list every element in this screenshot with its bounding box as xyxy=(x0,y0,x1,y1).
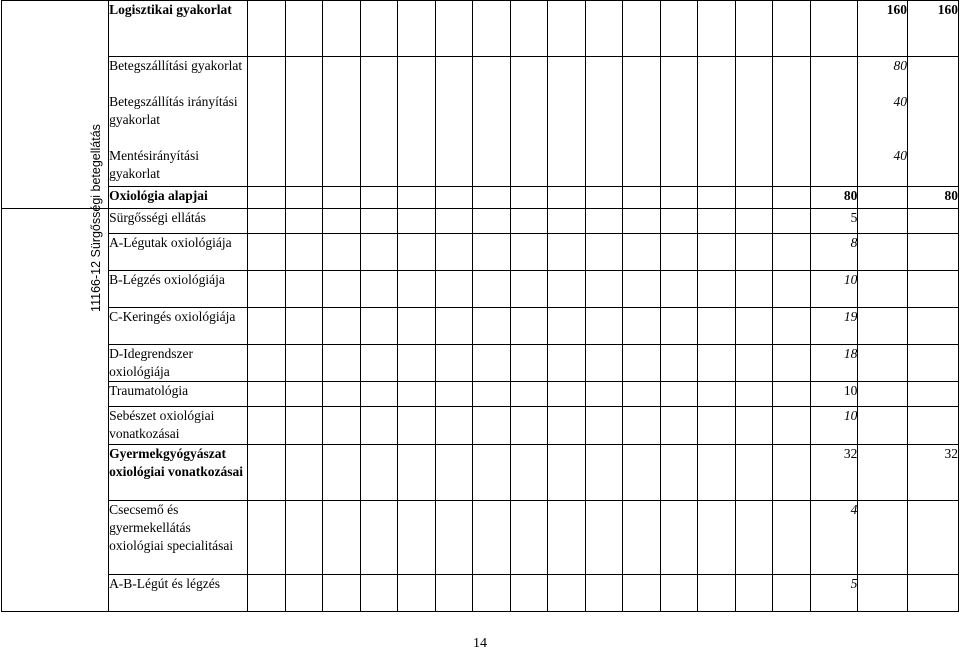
empty-cell xyxy=(248,234,286,271)
empty-cell xyxy=(360,187,398,209)
empty-cell xyxy=(473,187,511,209)
empty-cell xyxy=(510,345,548,382)
empty-cell xyxy=(858,209,908,234)
empty-cell xyxy=(473,501,511,575)
empty-cell xyxy=(585,308,623,345)
empty-cell xyxy=(858,345,908,382)
empty-cell xyxy=(285,501,323,575)
empty-cell xyxy=(585,445,623,501)
empty-cell xyxy=(435,57,473,187)
empty-cell xyxy=(248,271,286,308)
empty-cell xyxy=(773,575,811,612)
empty-cell xyxy=(623,234,661,271)
table-row xyxy=(2,445,959,501)
empty-cell xyxy=(323,234,361,271)
empty-cell xyxy=(323,308,361,345)
empty-cell xyxy=(323,57,361,187)
empty-cell xyxy=(323,345,361,382)
empty-cell xyxy=(435,407,473,445)
empty-cell xyxy=(360,407,398,445)
empty-cell xyxy=(623,382,661,407)
empty-cell xyxy=(735,271,773,308)
empty-cell xyxy=(548,209,586,234)
row-value: 19 xyxy=(810,308,857,345)
row-name: Betegszállítási gyakorlat xyxy=(109,58,243,73)
empty-cell xyxy=(510,382,548,407)
empty-cell xyxy=(473,345,511,382)
empty-cell xyxy=(735,234,773,271)
empty-cell xyxy=(907,308,958,345)
empty-cell xyxy=(548,57,586,187)
empty-cell xyxy=(698,271,736,308)
empty-cell xyxy=(398,209,436,234)
row-name: Csecsemő és gyermekellátás oxiológiai specialitásai xyxy=(109,501,248,575)
empty-cell xyxy=(323,445,361,501)
empty-cell xyxy=(435,1,473,57)
empty-cell xyxy=(435,345,473,382)
empty-cell xyxy=(510,271,548,308)
empty-cell xyxy=(585,407,623,445)
empty-cell xyxy=(698,308,736,345)
row-name: A-B-Légút és légzés xyxy=(109,575,248,612)
empty-cell xyxy=(773,407,811,445)
empty-cell xyxy=(510,308,548,345)
empty-cell xyxy=(623,187,661,209)
row-value: 5 xyxy=(810,575,857,612)
empty-cell xyxy=(510,1,548,57)
empty-cell xyxy=(858,187,908,209)
empty-cell xyxy=(735,382,773,407)
empty-cell xyxy=(735,501,773,575)
empty-cell xyxy=(907,407,958,445)
empty-cell xyxy=(907,271,958,308)
table-row xyxy=(2,187,959,209)
module-side-label: 11166-12 Sürgősségi betegellátás xyxy=(88,124,103,312)
empty-cell xyxy=(360,209,398,234)
empty-cell xyxy=(360,445,398,501)
empty-cell xyxy=(473,57,511,187)
empty-cell xyxy=(585,209,623,234)
empty-cell xyxy=(858,407,908,445)
empty-cell xyxy=(323,1,361,57)
empty-cell xyxy=(435,209,473,234)
empty-cell xyxy=(810,57,857,187)
empty-cell xyxy=(360,308,398,345)
empty-cell xyxy=(698,575,736,612)
table-row xyxy=(2,382,959,407)
empty-cell xyxy=(660,501,698,575)
empty-cell xyxy=(285,271,323,308)
empty-cell xyxy=(623,308,661,345)
empty-cell xyxy=(698,1,736,57)
empty-cell xyxy=(398,501,436,575)
empty-cell xyxy=(248,575,286,612)
empty-cell xyxy=(585,382,623,407)
empty-cell xyxy=(248,445,286,501)
empty-cell xyxy=(773,234,811,271)
empty-cell xyxy=(398,308,436,345)
empty-cell xyxy=(285,345,323,382)
empty-cell xyxy=(473,407,511,445)
empty-cell xyxy=(323,501,361,575)
empty-cell xyxy=(773,57,811,187)
empty-cell xyxy=(510,57,548,187)
table-row xyxy=(2,209,959,234)
empty-cell xyxy=(698,445,736,501)
empty-cell xyxy=(285,1,323,57)
empty-cell xyxy=(248,382,286,407)
empty-cell xyxy=(623,57,661,187)
empty-cell xyxy=(773,501,811,575)
empty-cell xyxy=(735,445,773,501)
empty-cell xyxy=(435,271,473,308)
empty-cell xyxy=(735,209,773,234)
empty-cell xyxy=(660,1,698,57)
empty-cell xyxy=(858,271,908,308)
empty-cell xyxy=(323,382,361,407)
empty-cell xyxy=(285,382,323,407)
row-name-group xyxy=(109,57,248,187)
empty-cell xyxy=(735,575,773,612)
row-value-group xyxy=(858,57,908,187)
empty-cell xyxy=(248,308,286,345)
empty-cell xyxy=(698,382,736,407)
empty-cell xyxy=(858,234,908,271)
empty-cell xyxy=(473,271,511,308)
empty-cell xyxy=(907,345,958,382)
empty-cell xyxy=(360,57,398,187)
empty-cell xyxy=(435,445,473,501)
empty-cell xyxy=(773,187,811,209)
row-name: Oxiológia alapjai xyxy=(109,187,248,209)
empty-cell xyxy=(398,575,436,612)
empty-cell xyxy=(623,209,661,234)
empty-cell xyxy=(585,234,623,271)
row-value: 40 xyxy=(893,148,907,163)
empty-cell xyxy=(810,1,857,57)
empty-cell xyxy=(735,407,773,445)
empty-cell xyxy=(773,345,811,382)
empty-cell xyxy=(735,187,773,209)
empty-cell xyxy=(248,345,286,382)
empty-cell xyxy=(623,407,661,445)
empty-cell xyxy=(248,57,286,187)
row-value-b: 160 xyxy=(907,1,958,57)
empty-cell xyxy=(548,308,586,345)
empty-cell xyxy=(398,1,436,57)
empty-cell xyxy=(858,501,908,575)
row-value: 40 xyxy=(893,94,907,109)
empty-cell xyxy=(473,445,511,501)
empty-cell xyxy=(473,1,511,57)
empty-cell xyxy=(660,271,698,308)
row-value: 4 xyxy=(810,501,857,575)
empty-cell xyxy=(660,382,698,407)
row-name: Logisztikai gyakorlat xyxy=(109,1,248,57)
empty-cell xyxy=(510,445,548,501)
empty-cell xyxy=(473,382,511,407)
empty-cell xyxy=(360,1,398,57)
empty-cell xyxy=(548,501,586,575)
table-row xyxy=(2,234,959,271)
empty-cell xyxy=(285,308,323,345)
empty-cell xyxy=(623,575,661,612)
empty-cell xyxy=(473,209,511,234)
empty-cell xyxy=(323,407,361,445)
empty-cell xyxy=(360,271,398,308)
empty-cell xyxy=(398,345,436,382)
empty-cell xyxy=(907,382,958,407)
empty-cell xyxy=(773,382,811,407)
empty-cell xyxy=(773,308,811,345)
row-name: Mentésirányítási gyakorlat xyxy=(109,148,200,181)
empty-cell xyxy=(623,345,661,382)
empty-cell xyxy=(435,187,473,209)
empty-cell xyxy=(285,57,323,187)
row-value: 8 xyxy=(810,234,857,271)
row-value-b: 80 xyxy=(907,187,958,209)
empty-cell xyxy=(398,382,436,407)
empty-cell xyxy=(323,271,361,308)
empty-cell xyxy=(623,1,661,57)
row-name: Sürgősségi ellátás xyxy=(109,209,248,234)
table-row xyxy=(2,407,959,445)
empty-cell xyxy=(360,501,398,575)
empty-cell xyxy=(660,345,698,382)
empty-cell xyxy=(858,308,908,345)
empty-cell xyxy=(585,271,623,308)
empty-cell xyxy=(773,271,811,308)
empty-cell xyxy=(435,234,473,271)
empty-cell xyxy=(585,57,623,187)
empty-cell xyxy=(585,345,623,382)
empty-cell xyxy=(360,234,398,271)
empty-cell xyxy=(585,187,623,209)
table-row xyxy=(2,57,959,187)
empty-cell xyxy=(435,308,473,345)
empty-cell xyxy=(398,407,436,445)
empty-cell xyxy=(398,57,436,187)
empty-cell xyxy=(907,57,958,187)
empty-cell xyxy=(435,575,473,612)
row-name: B-Légzés oxiológiája xyxy=(109,271,248,308)
empty-cell xyxy=(473,234,511,271)
empty-cell xyxy=(398,271,436,308)
empty-cell xyxy=(285,407,323,445)
empty-cell xyxy=(548,234,586,271)
empty-cell xyxy=(248,187,286,209)
table-row xyxy=(2,575,959,612)
empty-cell xyxy=(623,445,661,501)
empty-cell xyxy=(660,187,698,209)
table-row xyxy=(2,345,959,382)
empty-cell xyxy=(548,445,586,501)
empty-cell xyxy=(435,501,473,575)
row-value-a: 160 xyxy=(858,1,908,57)
empty-cell xyxy=(285,209,323,234)
empty-cell xyxy=(660,57,698,187)
empty-cell xyxy=(510,187,548,209)
empty-cell xyxy=(907,501,958,575)
row-value: 10 xyxy=(810,382,857,407)
page-number: 14 xyxy=(473,636,487,651)
empty-cell xyxy=(698,501,736,575)
empty-cell xyxy=(548,271,586,308)
empty-cell xyxy=(907,209,958,234)
row-value: 10 xyxy=(810,271,857,308)
empty-cell xyxy=(398,445,436,501)
empty-cell xyxy=(735,308,773,345)
empty-cell xyxy=(773,209,811,234)
empty-cell xyxy=(660,209,698,234)
row-value: 32 xyxy=(810,445,857,501)
empty-cell xyxy=(698,407,736,445)
row-value: 5 xyxy=(810,209,857,234)
empty-cell xyxy=(585,575,623,612)
empty-cell xyxy=(735,57,773,187)
empty-cell xyxy=(473,575,511,612)
empty-cell xyxy=(858,575,908,612)
row-value-b: 32 xyxy=(907,445,958,501)
table-row xyxy=(2,1,959,57)
empty-cell xyxy=(548,345,586,382)
empty-cell xyxy=(548,382,586,407)
empty-cell xyxy=(285,234,323,271)
empty-cell xyxy=(510,501,548,575)
row-value: 10 xyxy=(810,407,857,445)
empty-cell xyxy=(660,308,698,345)
module-side-cell xyxy=(2,124,109,612)
empty-cell xyxy=(735,1,773,57)
empty-cell xyxy=(510,575,548,612)
row-name: Betegszállítás irányítási gyakorlat xyxy=(109,94,238,127)
empty-cell xyxy=(248,1,286,57)
empty-cell xyxy=(735,345,773,382)
empty-cell xyxy=(323,575,361,612)
empty-cell xyxy=(285,445,323,501)
row-name: D-Idegrendszer oxiológiája xyxy=(109,345,248,382)
empty-cell xyxy=(858,445,908,501)
empty-cell xyxy=(698,187,736,209)
empty-cell xyxy=(248,407,286,445)
empty-cell xyxy=(907,575,958,612)
table-row xyxy=(2,308,959,345)
row-name: Traumatológia xyxy=(109,382,248,407)
row-name: Gyermekgyógyászat oxiológiai vonatkozásai xyxy=(109,445,248,501)
empty-cell xyxy=(510,234,548,271)
row-name: A-Légutak oxiológiája xyxy=(109,234,248,271)
empty-cell xyxy=(858,382,908,407)
empty-cell xyxy=(907,234,958,271)
empty-cell xyxy=(660,407,698,445)
empty-cell xyxy=(548,407,586,445)
empty-cell xyxy=(773,445,811,501)
empty-cell xyxy=(548,187,586,209)
empty-cell xyxy=(548,1,586,57)
row-value: 80 xyxy=(893,58,907,73)
empty-cell xyxy=(248,501,286,575)
empty-cell xyxy=(698,57,736,187)
empty-cell xyxy=(285,575,323,612)
row-name: Sebészet oxiológiai vonatkozásai xyxy=(109,407,248,445)
table-row xyxy=(2,271,959,308)
row-name: C-Keringés oxiológiája xyxy=(109,308,248,345)
empty-cell xyxy=(398,234,436,271)
empty-cell xyxy=(623,501,661,575)
empty-cell xyxy=(285,187,323,209)
empty-cell xyxy=(698,209,736,234)
empty-cell xyxy=(510,209,548,234)
empty-cell xyxy=(548,575,586,612)
empty-cell xyxy=(360,382,398,407)
empty-cell xyxy=(435,382,473,407)
empty-cell xyxy=(660,575,698,612)
empty-cell xyxy=(510,407,548,445)
empty-cell xyxy=(473,308,511,345)
empty-cell xyxy=(323,187,361,209)
row-value-a: 80 xyxy=(810,187,857,209)
empty-cell xyxy=(585,501,623,575)
empty-cell xyxy=(248,209,286,234)
empty-cell xyxy=(360,575,398,612)
row-value: 18 xyxy=(810,345,857,382)
table-row xyxy=(2,501,959,575)
empty-cell xyxy=(360,345,398,382)
empty-cell xyxy=(398,187,436,209)
empty-cell xyxy=(660,445,698,501)
empty-cell xyxy=(623,271,661,308)
empty-cell xyxy=(698,345,736,382)
empty-cell xyxy=(323,209,361,234)
empty-cell xyxy=(585,1,623,57)
empty-cell xyxy=(660,234,698,271)
empty-cell xyxy=(698,234,736,271)
curriculum-table xyxy=(1,0,959,209)
empty-cell xyxy=(773,1,811,57)
